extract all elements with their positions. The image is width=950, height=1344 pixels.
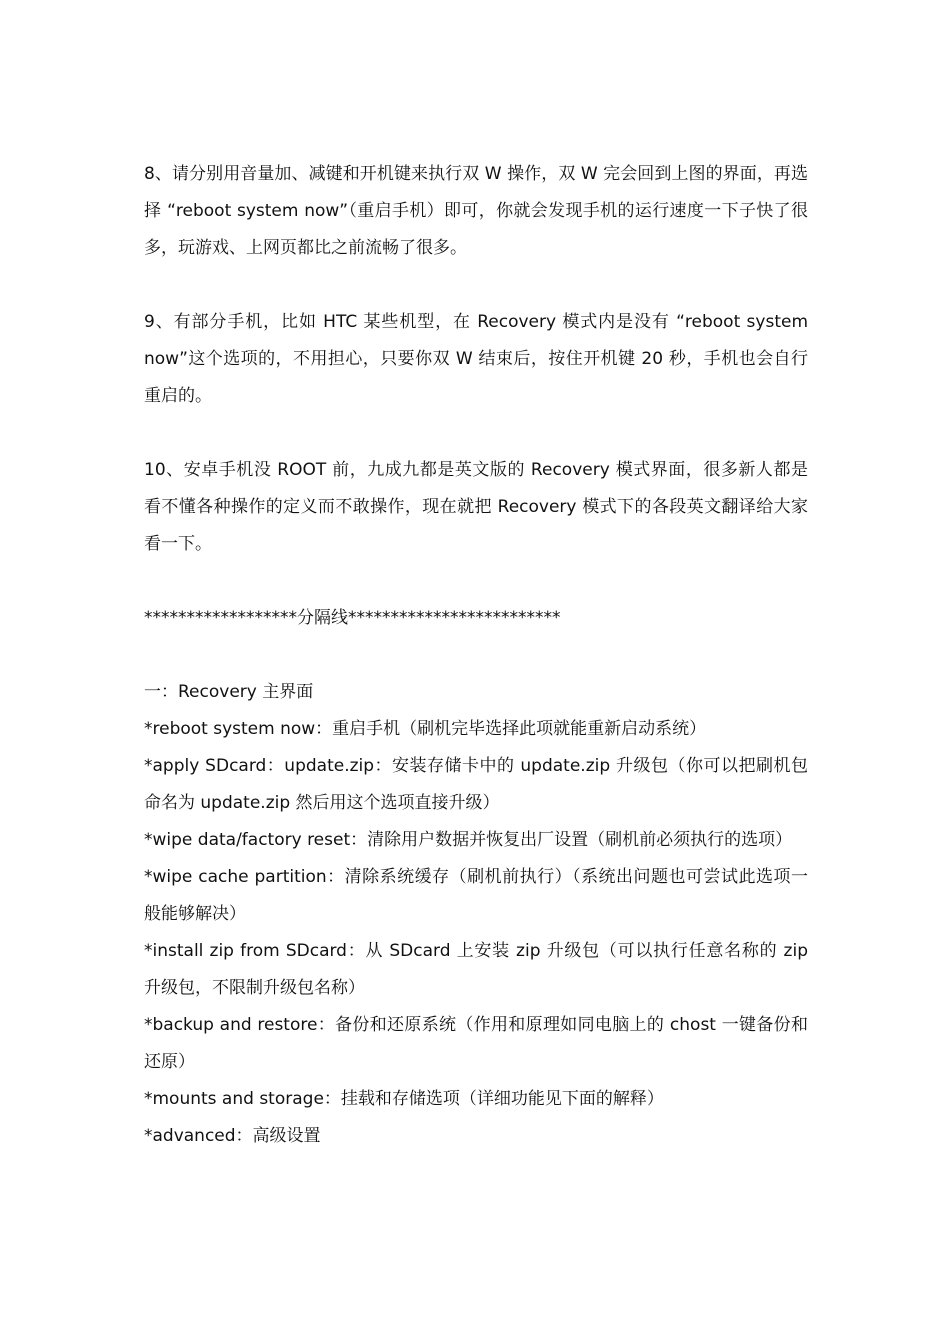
paragraph-step-9: 9、有部分手机，比如 HTC 某些机型，在 Recovery 模式内是没有 “reboot system now”这个选项的，不用担心，只要你双 W 结束后，按住开机键 20 秒，手机也会自行重启的。: [144, 312, 808, 406]
paragraph-gap: [144, 415, 808, 452]
list-item: *advanced：高级设置: [144, 1126, 321, 1146]
list-item: *install zip from SDcard：从 SDcard 上安装 zip 升级包（可以执行任意名称的 zip 升级包，不限制升级包名称）: [144, 941, 808, 998]
paragraph-gap: [144, 563, 808, 600]
section-heading: 一：Recovery 主界面: [144, 682, 314, 702]
list-item: *apply SDcard：update.zip：安装存储卡中的 update.zip 升级包（你可以把刷机包命名为 update.zip 然后用这个选项直接升级）: [144, 756, 808, 813]
list-item: *mounts and storage：挂载和存储选项（详细功能见下面的解释）: [144, 1089, 664, 1109]
section-divider: ******************分隔线*************************: [144, 608, 561, 628]
paragraph-gap: [144, 637, 808, 674]
list-item: *wipe data/factory reset：清除用户数据并恢复出厂设置（刷机前必须执行的选项）: [144, 830, 793, 850]
list-item: *wipe cache partition：清除系统缓存（刷机前执行）（系统出问题也可尝试此选项一般能够解决）: [144, 867, 808, 924]
list-item: *backup and restore：备份和还原系统（作用和原理如同电脑上的 chost 一键备份和还原）: [144, 1015, 808, 1072]
paragraph-step-8: 8、请分别用音量加、减键和开机键来执行双 W 操作，双 W 完会回到上图的界面，再选择 “reboot system now”（重启手机）即可，你就会发现手机的运行速度一下子快了很多，玩游戏、上网页都比之前流畅了很多。: [144, 164, 808, 258]
paragraph-step-10: 10、安卓手机没 ROOT 前，九成九都是英文版的 Recovery 模式界面，很多新人都是看不懂各种操作的定义而不敢操作，现在就把 Recovery 模式下的各段英文翻译给大家看一下。: [144, 460, 808, 554]
document-page: [144, 156, 808, 1155]
paragraph-gap: [144, 267, 808, 304]
list-item: *reboot system now：重启手机（刷机完毕选择此项就能重新启动系统）: [144, 719, 707, 739]
